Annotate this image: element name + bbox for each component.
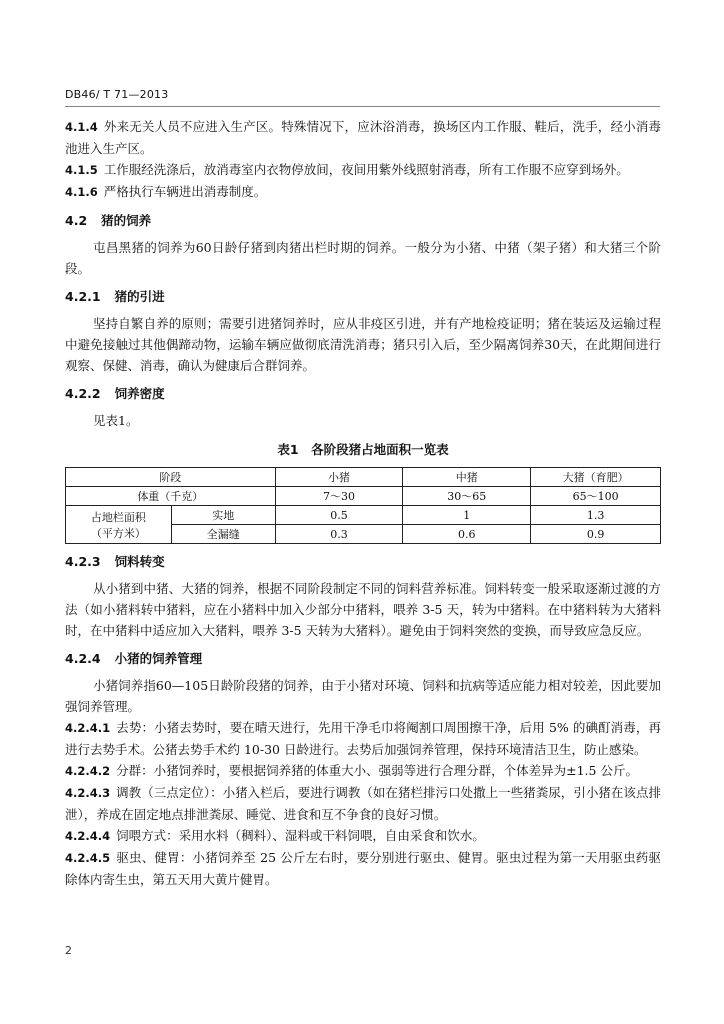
table-header-cell: 大猪（育肥） [531, 468, 661, 487]
section-number: 4.2.2 [65, 386, 101, 401]
section-title: 猪的引进 [114, 289, 165, 304]
clause-number: 4.2.4.3 [65, 786, 111, 800]
clause-number: 4.2.4.4 [65, 829, 111, 843]
section-heading [65, 649, 661, 669]
section-title: 饲料转变 [114, 554, 165, 569]
header-divider [65, 106, 660, 107]
table-cell: 1.3 [531, 506, 661, 525]
section-heading [65, 384, 661, 404]
clause-number: 4.2.4.5 [65, 851, 111, 865]
body-paragraph: 见表1。 [93, 413, 139, 428]
document-body [65, 116, 661, 890]
table-cell: 0.6 [403, 525, 531, 544]
table-header-cell: 阶段 [66, 468, 276, 487]
table-row [66, 487, 661, 506]
table-header-cell: 小猪 [275, 468, 403, 487]
section-heading [65, 287, 661, 307]
clause-paragraph [65, 717, 661, 760]
section-number: 4.2.3 [65, 554, 101, 569]
table-cell: 0.3 [275, 525, 403, 544]
table-cell: 65～100 [531, 487, 661, 506]
body-paragraph: 坚持自繁自养的原则；需要引进猪饲养时，应从非疫区引进，并有产地检疫证明；猪在装运及运输过程中避免接触过其他偶蹄动物，运输车辆应做彻底清洗消毒；猪只引入后，至少隔离饲养30天，在此期间进行观察、保健、消毒，确认为健康后合群饲养。 [65, 316, 661, 373]
body-paragraph: 屯昌黑猪的饲养为60日龄仔猪到肉猪出栏时期的饲养。一般分为小猪、中猪（架子猪）和大猪三个阶段。 [65, 240, 661, 276]
clause-text: 严格执行车辆进出消毒制度。 [103, 184, 267, 199]
clause-text: 驱虫、健胃：小猪饲养至 25 公斤左右时，要分别进行驱虫、健胃。驱虫过程为第一天用驱虫药驱除体内寄生虫，第五天用大黄片健胃。 [65, 850, 661, 887]
clause-text: 分群：小猪饲养时，要根据饲养猪的体重大小、强弱等进行合理分群，个体差异为±1.5 公斤。 [116, 763, 638, 778]
table-cell: 1 [403, 506, 531, 525]
clause-paragraph [65, 116, 661, 159]
clause-text: 去势：小猪去势时，要在晴天进行，先用干净毛巾将阉割口周围擦干净，后用 5% 的碘酊消毒，再进行去势手术。公猪去势手术约 10-30 日龄进行。去势后加强饲养管理，保持环境清洁卫生，防止感染。 [65, 720, 661, 757]
body-paragraph: 小猪饲养指60—105日龄阶段猪的饲养，由于小猪对环境、饲料和抗病等适应能力相对较差，因此要加强饲养管理。 [65, 678, 661, 714]
section-heading [65, 211, 661, 231]
table-row [66, 506, 661, 525]
clause-text: 调教（三点定位）：小猪入栏后，要进行调教（如在猪栏排污口处撒上一些猪粪尿，引小猪在该点排泄），养成在固定地点排泄粪尿、睡觉、进食和互不争食的良好习惯。 [65, 785, 661, 822]
clause-paragraph [65, 159, 661, 181]
clause-paragraph [65, 760, 661, 782]
body-paragraph: 从小猪到中猪、大猪的饲养，根据不同阶段制定不同的饲料营养标准。饲料转变一般采取逐渐过渡的方法（如小猪料转中猪料，应在小猪料中加入少部分中猪料，喂养 3-5 天，转为中猪料。在中猪料转为大猪料时，在中猪料中适应加入大猪料，喂养 3-5 天转为大猪料）。避免由于饲料突然的变换，而导致应急反应。 [65, 581, 661, 638]
clause-text: 外来无关人员不应进入生产区。特殊情况下，应沐浴消毒，换场区内工作服、鞋后，洗手，经小消毒池进入生产区。 [65, 119, 661, 156]
table-header-cell: 中猪 [403, 468, 531, 487]
area-label-line: （平方米） [90, 526, 146, 540]
table-cell: 全漏缝 [171, 525, 275, 544]
clause-text: 饲喂方式：采用水料（稠料）、湿料或干料饲喂，自由采食和饮水。 [116, 828, 485, 843]
clause-number: 4.1.5 [65, 163, 98, 177]
section-number: 4.2 [65, 213, 88, 228]
table-cell: 30～65 [403, 487, 531, 506]
table-row [66, 468, 661, 487]
section-number: 4.2.4 [65, 651, 101, 666]
table-cell: 0.9 [531, 525, 661, 544]
table-cell-area-label [66, 506, 172, 544]
section-heading [65, 552, 661, 572]
clause-number: 4.2.4.1 [65, 721, 111, 735]
area-table [65, 467, 661, 544]
section-title: 饲养密度 [114, 386, 165, 401]
clause-paragraph [65, 847, 661, 890]
area-label-line: 占地栏面积 [90, 510, 146, 524]
clause-number: 4.1.4 [65, 120, 98, 134]
table-1-block [65, 441, 661, 544]
clause-number: 4.1.6 [65, 185, 98, 199]
section-title: 猪的饲养 [101, 213, 152, 228]
table-cell: 0.5 [275, 506, 403, 525]
section-title: 小猪的饲养管理 [114, 651, 203, 666]
clause-text: 工作服经洗涤后，放消毒室内衣物停放间，夜间用紫外线照射消毒，所有工作服不应穿到场外。 [103, 162, 629, 177]
table-caption: 表1 各阶段猪占地面积一览表 [277, 442, 449, 457]
clause-number: 4.2.4.2 [65, 764, 111, 778]
document-code: DB46/ T 71—2013 [65, 88, 169, 101]
page-number: 2 [65, 944, 72, 957]
clause-paragraph [65, 825, 661, 847]
clause-paragraph [65, 782, 661, 825]
section-number: 4.2.1 [65, 289, 101, 304]
table-cell: 实地 [171, 506, 275, 525]
clause-paragraph [65, 181, 661, 203]
table-cell: 体重（千克） [66, 487, 276, 506]
table-cell: 7～30 [275, 487, 403, 506]
